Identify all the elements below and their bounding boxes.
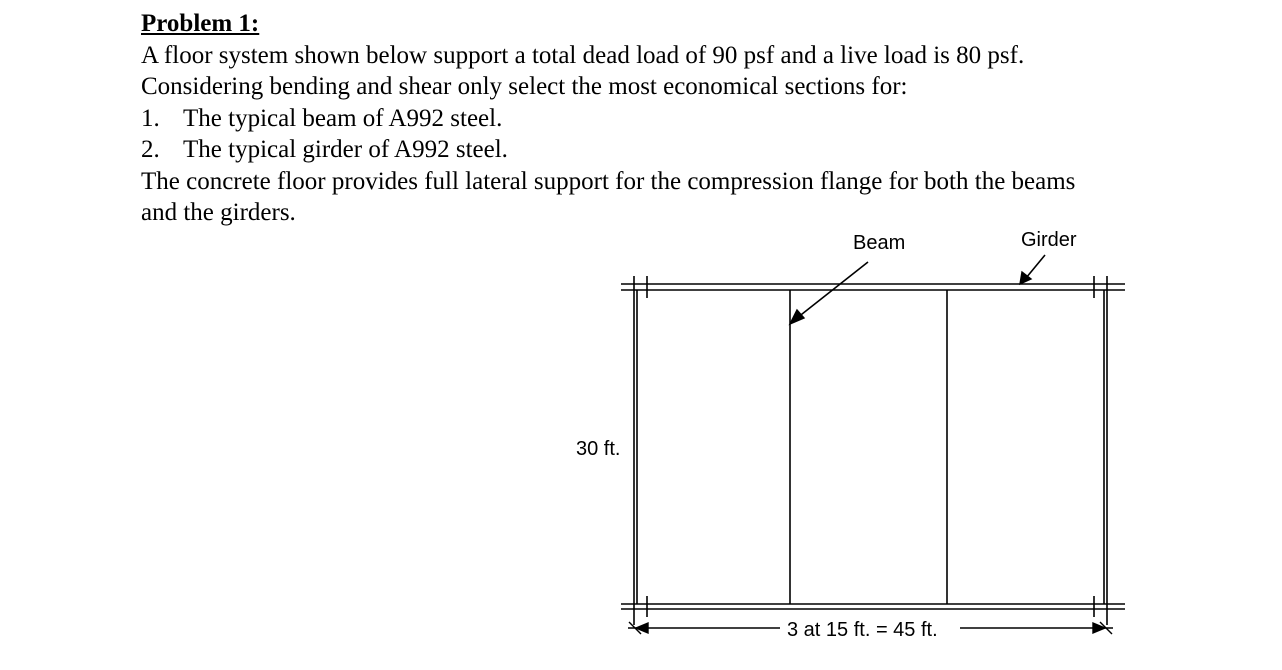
problem-title: Problem 1: [141, 10, 260, 37]
list-number-2: 2. [141, 136, 160, 163]
beam-label: Beam [853, 232, 906, 254]
span-label: 3 at 15 ft. = 45 ft. [787, 619, 938, 641]
closing-line-1: The concrete floor provides full lateral support for the compression flange for both the beams [141, 167, 1076, 195]
list-text-2: The typical girder of A992 steel. [183, 136, 508, 163]
girder-label: Girder [1021, 229, 1077, 251]
list-text-1: The typical beam of A992 steel. [183, 104, 503, 132]
height-label: 30 ft. [576, 438, 621, 460]
list-number-1: 1. [141, 104, 160, 132]
girder-leader-line [1026, 255, 1045, 278]
beam-arrow-icon [790, 310, 804, 324]
problem-line-2: Considering bending and shear only select the most economical sections for: [141, 73, 908, 100]
problem-line-1: A floor system shown below support a total dead load of 90 psf and a live load is 80 psf. [141, 41, 1025, 69]
closing-line-2: and the girders. [141, 199, 296, 226]
